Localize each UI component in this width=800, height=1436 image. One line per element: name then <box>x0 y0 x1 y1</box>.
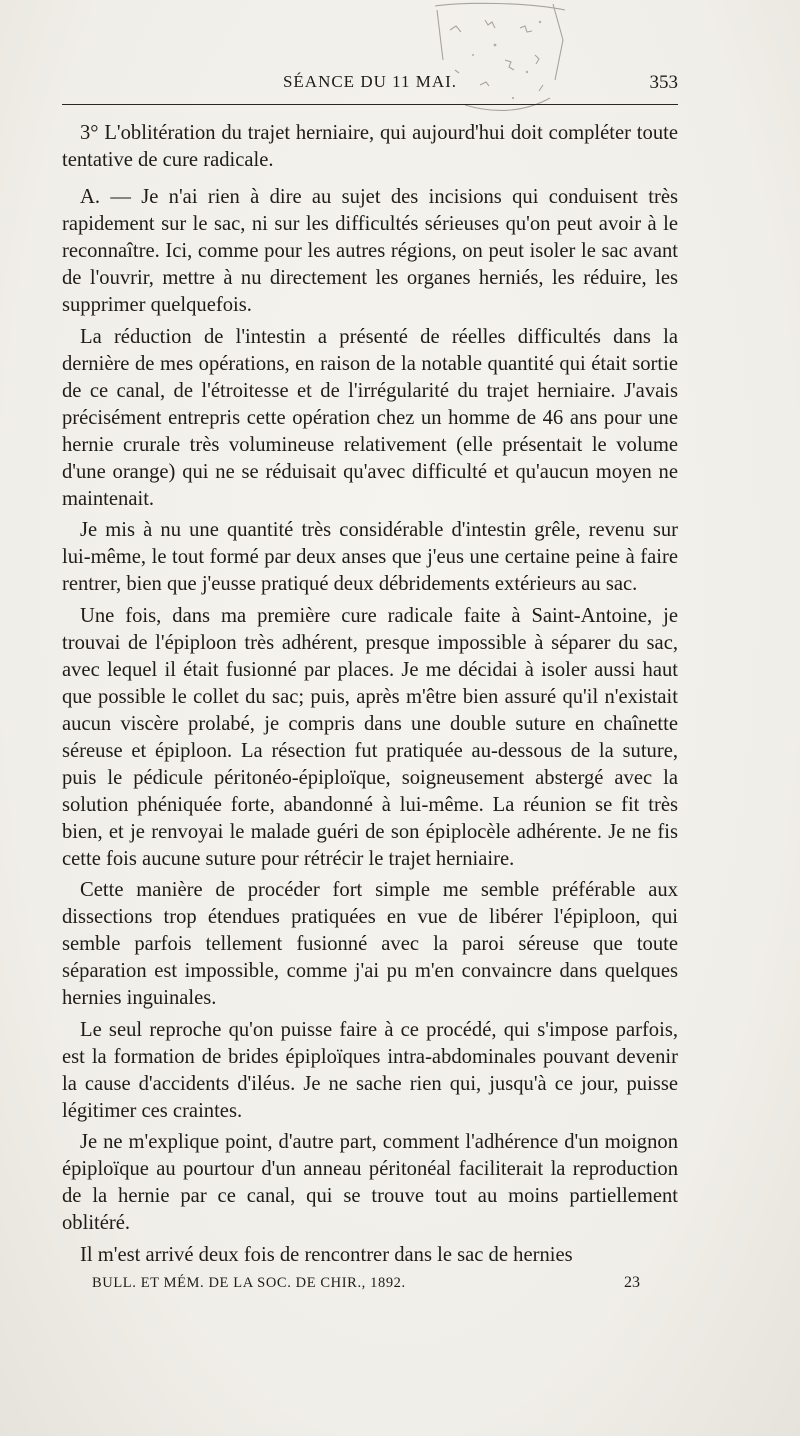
library-stamp-icon <box>425 0 575 118</box>
paragraph: Une fois, dans ma première cure radicale faite à Saint-Antoine, je trouvai de l'épiploon très adhérent, presque impossible à séparer du sac, avec lequel il était fusionné par places. Je me décidai à isoler aussi haut que possible le collet du sac; puis, après m'être bien assuré qu'il n'existait aucun viscère prolabé, je compris dans une double suture en chaînette séreuse et épiploon. La résection fut pratiquée au-dessous de la suture, puis le pédicule péritonéo-épiploïque, soigneusement abstergé avec la solution phéniquée forte, abandonné à lui-même. La réunion se fit très bien, et je renvoyai le malade guéri de son épiplocèle adhérente. Je ne fis cette fois aucune suture pour rétrécir le trajet herniaire. <box>62 604 678 870</box>
paragraph: Je mis à nu une quantité très considérable d'intestin grêle, revenu sur lui-même, le tout formé par deux anses que j'eus une certaine peine à faire rentrer, bien que j'eusse pratiqué deux débridements extérieurs au sac. <box>62 519 678 595</box>
body-text <box>62 120 678 1269</box>
paragraph: 3° L'oblitération du trajet herniaire, qui aujourd'hui doit compléter toute tentative de cure radicale. <box>62 122 678 171</box>
running-title: SÉANCE DU 11 MAI. <box>282 72 458 91</box>
running-header <box>62 68 678 98</box>
page-number: 353 <box>649 72 678 93</box>
paragraph: Cette manière de procéder fort simple me semble préférable aux dissections trop étendues pratiquées en vue de libérer l'épiploon, qui semble parfois tellement fusionné avec la paroi séreuse que toute séparation est impossible, comme j'ai pu m'en convaincre dans quelques hernies inguinales. <box>62 879 678 1009</box>
paragraph: Il m'est arrivé deux fois de rencontrer dans le sac de hernies <box>80 1243 573 1266</box>
paragraph: A. — Je n'ai rien à dire au sujet des incisions qui conduisent très rapidement sur le sac, ni sur les difficultés sérieuses qu'on peut avoir à le reconnaître. Ici, comme pour les autres régions, on peut isoler le sac avant de l'ouvrir, mettre à nu directement les organes herniés, les réduire, les supprimer quelquefois. <box>62 186 678 316</box>
paragraph: La réduction de l'intestin a présenté de réelles difficultés dans la dernière de mes opérations, en raison de la notable quantité qui était sortie de ce canal, de l'étroitesse et de l'irrégularité du trajet herniaire. J'avais précisément entrepris cette opération chez un homme de 46 ans pour une hernie crurale très volumineuse relativement (elle présentait le volume d'une orange) qui ne se réduisait qu'avec difficulté et qu'aucun moyen ne maintenait. <box>62 325 678 510</box>
header-rule <box>62 104 678 105</box>
page-footer <box>92 1275 640 1297</box>
paragraph: Le seul reproche qu'on puisse faire à ce procédé, qui s'impose parfois, est la formation de brides épiploïques intra-abdominales pouvant devenir la cause d'accidents d'iléus. Je ne sache rien qui, jusqu'à ce jour, puisse légitimer ces craintes. <box>62 1018 678 1122</box>
paragraph: Je ne m'explique point, d'autre part, comment l'adhérence d'un moignon épiploïque au pourtour d'un anneau péritonéal faciliterait la reproduction de la hernie par ce canal, qui se trouve tout au moins partiellement oblitéré. <box>62 1131 678 1234</box>
journal-citation: BULL. ET MÉM. DE LA SOC. DE CHIR., 1892. <box>92 1275 406 1291</box>
signature-mark: 23 <box>624 1274 640 1291</box>
